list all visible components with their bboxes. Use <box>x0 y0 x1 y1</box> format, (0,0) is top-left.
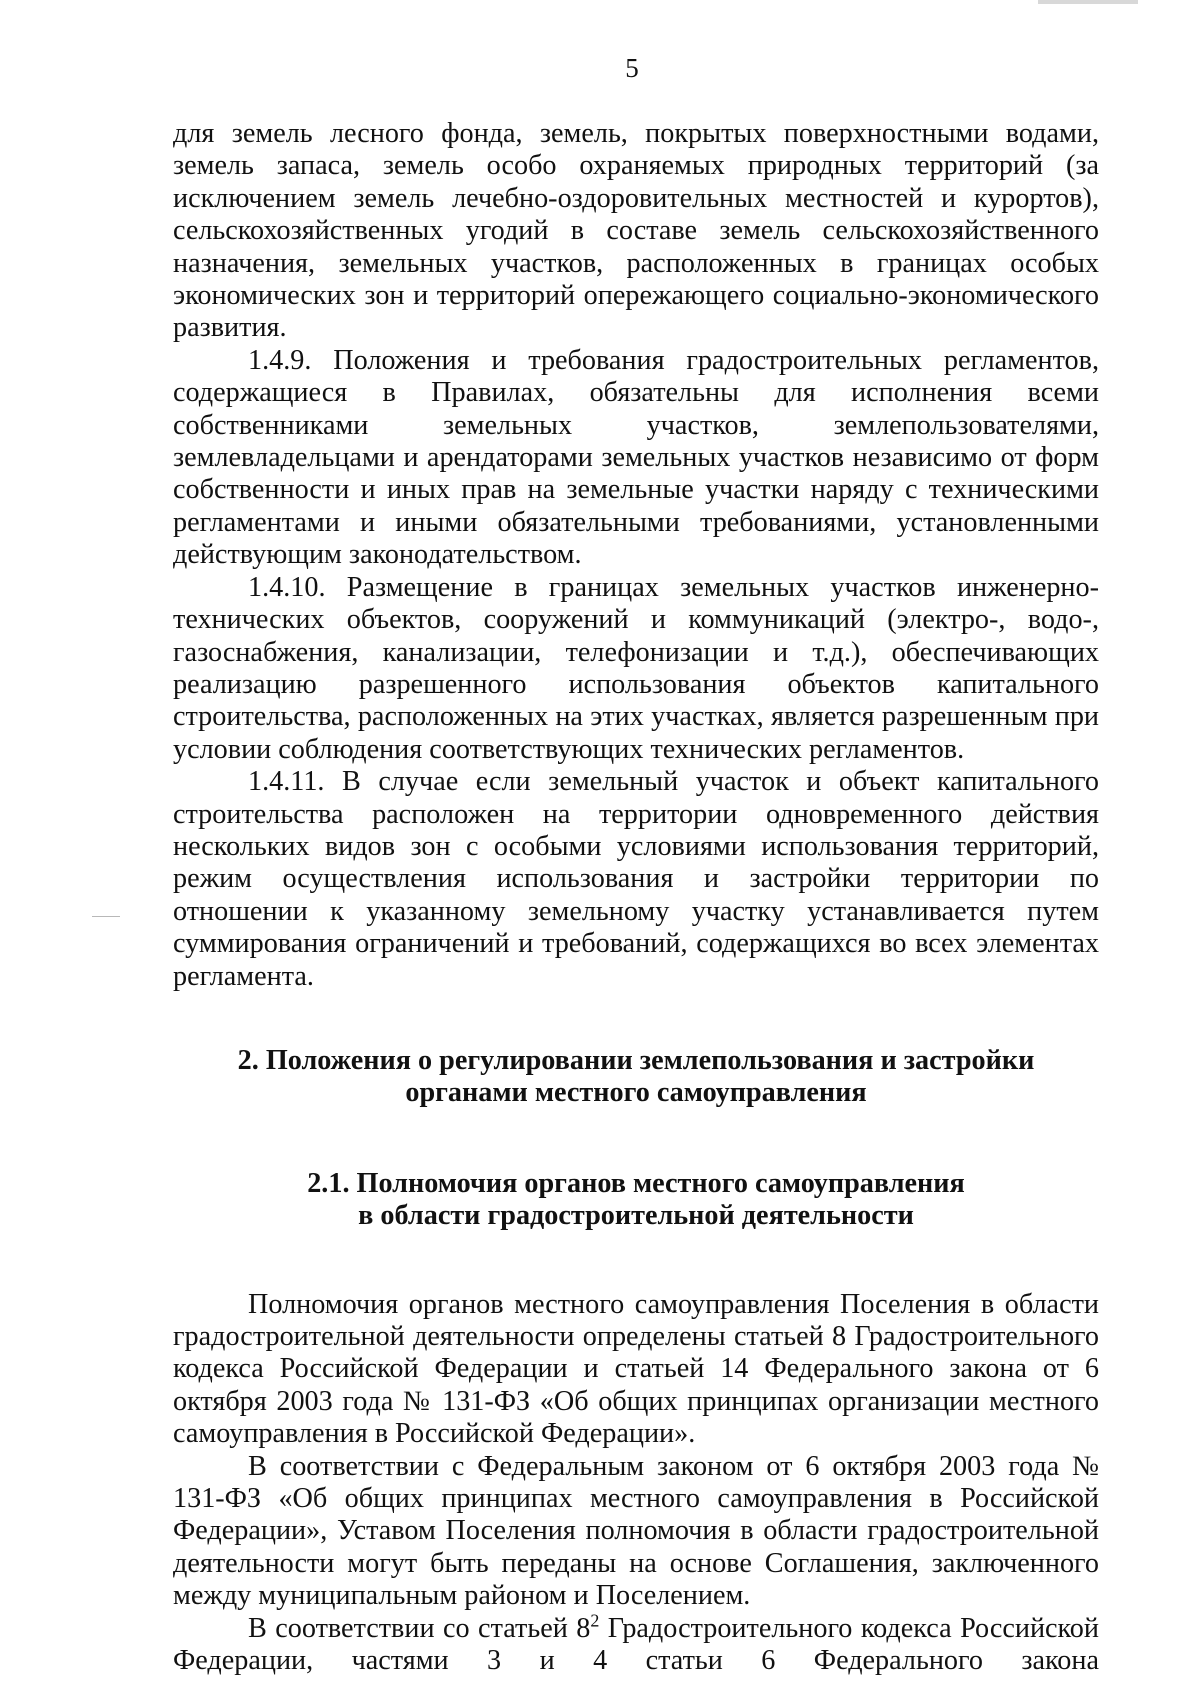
subsection-heading-2-1-line-2: в области градостроительной деятельности <box>358 1200 914 1232</box>
paragraph-article-8-2-end: Градостроительного кодекса Российской Федерации, частями 3 и 4 статьи 6 Федерального закона <box>173 1612 1099 1677</box>
paragraph-land-categories: для земель лесного фонда, земель, покрытых поверхностными водами, земель запаса, земель особо охраняемых природных территорий (за исключением земель лечебно-оздоровительных местностей и курортов), сельскохозяйственных угодий в составе земель сельскохозяйственного назначения, земельных участков, расположенных в границах особых экономических зон и территорий опережающего социально-экономического развития. <box>173 118 1099 344</box>
paragraph-1-4-11: 1.4.11. В случае если земельный участок и объект капитального строительства расположен на территории одновременного действия нескольких видов зон с особыми условиями использования территорий, режим осуществления использования и застройки территории по отношении к указанному земельному участку устанавливается путем суммирования ограничений и требований, содержащихся во всех элементах регламента. <box>173 766 1099 992</box>
subsection-spacer <box>173 1233 1099 1289</box>
document-body <box>173 118 1099 1677</box>
paragraph-1-4-9: 1.4.9. Положения и требования градостроительных регламентов, содержащиеся в Правилах, обязательны для исполнения всеми собственниками земельных участков, землепользователями, землевладельцами и арендаторами земельных участков независимо от форм собственности и иных прав на земельные участки наряду с техническими регламентами и иными обязательными требованиями, установленными действующим законодательством. <box>173 344 1099 571</box>
subsection-heading-2-1-line-1: 2.1. Полномочия органов местного самоуправления <box>307 1167 965 1199</box>
page-number: 5 <box>625 53 639 83</box>
article-number-superscript: 2 <box>590 1610 600 1631</box>
paragraph-article-8-2-start: В соответствии со статьей 8 <box>248 1612 591 1644</box>
paragraph-1-4-10: 1.4.10. Размещение в границах земельных участков инженерно-технических объектов, сооружений и коммуникаций (электро-, водо-, газоснабжения, канализации, телефонизации и т.д.), обеспечивающих реализацию разрешенного использования объектов капитального строительства, расположенных на этих участках, является разрешенным при условии соблюдения соответствующих технических регламентов. <box>173 571 1099 765</box>
section-heading-2-line-1: 2. Положения о регулировании землепользования и застройки <box>237 1044 1035 1076</box>
section-spacer <box>173 993 1099 1045</box>
subsection-heading-2-1 <box>173 1168 1099 1233</box>
section-heading-2 <box>173 1045 1099 1110</box>
paragraph-local-authority-powers: Полномочия органов местного самоуправления Поселения в области градостроительной деятельности определены статьей 8 Градостроительного кодекса Российской Федерации и статьей 14 Федерального закона от 6 октября 2003 года № 131-ФЗ «Об общих принципах организации местного самоуправления в Российской Федерации». <box>173 1288 1099 1450</box>
section-heading-2-line-2: органами местного самоуправления <box>405 1077 867 1109</box>
paragraph-article-8-2 <box>173 1610 1099 1678</box>
margin-speck <box>92 916 120 917</box>
scan-edge-mark <box>1038 0 1138 4</box>
paragraph-federal-law-transfer: В соответствии с Федеральным законом от 6 октября 2003 года № 131-ФЗ «Об общих принципах местного самоуправления в Российской Федерации», Уставом Поселения полномочия в области градостроительной деятельности могут быть переданы на основе Соглашения, заключенного между муниципальным районом и Поселением. <box>173 1450 1099 1612</box>
